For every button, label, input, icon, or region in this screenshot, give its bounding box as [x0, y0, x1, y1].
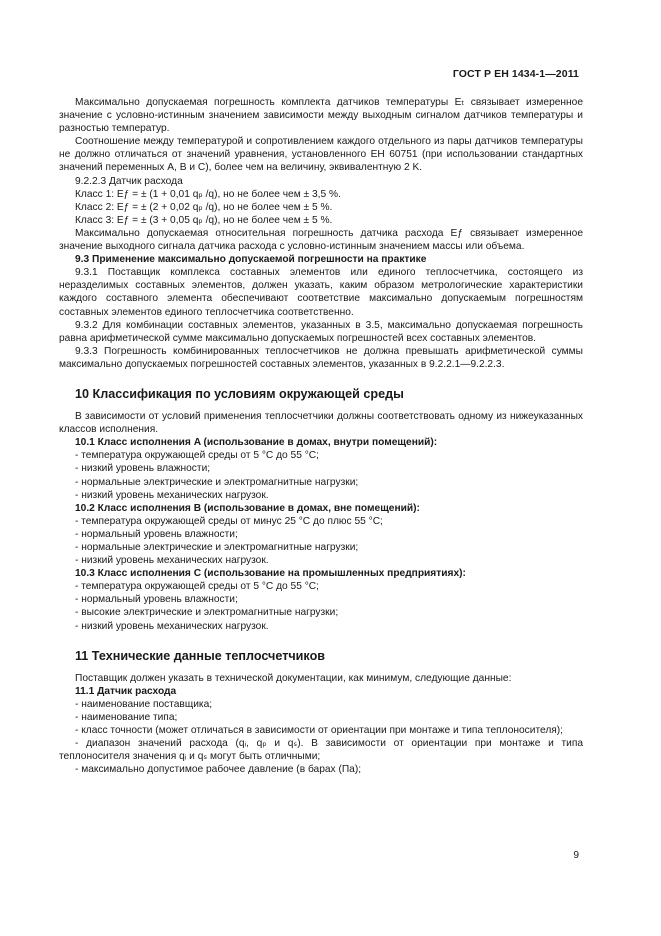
standard-number: ГОСТ Р ЕН 1434-1—2011 — [452, 68, 579, 80]
list-item: - низкий уровень механических нагрузок. — [75, 555, 269, 567]
accuracy-class-2: Класс 2: Eƒ = ± (2 + 0,02 qₚ /q), но не более чем ± 5 %. — [75, 201, 333, 213]
subsection-heading: 9.2.2.3 Датчик расхода — [75, 175, 183, 187]
paragraph: 9.3.2 Для комбинации составных элементов, указанных в 3.5, максимально допускаемая погрешность равна арифметической сумме максимально допускаемых погрешностей всех составных элементов. — [59, 319, 583, 344]
accuracy-class-1: Класс 1: Eƒ = ± (1 + 0,01 qₚ /q), но не более чем ± 3,5 %. — [75, 188, 341, 200]
section-heading: 10 Классификация по условиям окружающей среды — [75, 386, 404, 401]
list-item: - максимально допустимое рабочее давление (в барах (Па); — [75, 764, 362, 776]
paragraph: 9.3.1 Поставщик комплекса составных элементов или единого теплосчетчика, состоящего из неразделимых составных элементов, должен указать, каким образом метрологические характеристики каждого составного элемента обеспечивают соответствие максимально допускаемым погрешностям составных элементов единого теплосчетчика соответственно. — [59, 267, 583, 318]
paragraph: Соотношение между температурой и сопротивлением каждого отдельного из пары датчиков температуры не должно отличаться от значений уравнения, установленного ЕН 60751 (при использовании стандартных значений переменных A, B и C), более чем на величину, эквивалентную 2 K. — [59, 136, 583, 174]
paragraph: Поставщик должен указать в технической документации, как минимум, следующие данные: — [75, 672, 512, 684]
list-item: - низкий уровень влажности; — [75, 463, 211, 475]
paragraph: Максимально допускаемая погрешность комплекта датчиков температуры Eₜ связывает измеренное значение с условно-истинным значением зависимости между выходным сигналом датчиков температуры и разностью температур. — [59, 97, 583, 135]
list-item: - температура окружающей среды от 5 °C до 55 °C; — [75, 581, 319, 593]
section-heading: 11 Технические данные теплосчетчиков — [75, 648, 325, 663]
document-body — [59, 96, 583, 777]
list-item: - температура окружающей среды от 5 °C до 55 °C; — [75, 450, 319, 462]
subsection-heading: 9.3 Применение максимально допускаемой погрешности на практике — [75, 254, 427, 266]
list-item: - нормальный уровень влажности; — [75, 594, 238, 606]
subsection-heading: 11.1 Датчик расхода — [75, 685, 177, 697]
class-b-heading: 10.2 Класс исполнения B (использование в домах, вне помещений): — [75, 502, 420, 514]
class-a-heading: 10.1 Класс исполнения A (использование в домах, внутри помещений): — [75, 437, 438, 449]
paragraph: В зависимости от условий применения теплосчетчики должны соответствовать одному из нижеуказанных классов исполнения. — [59, 411, 583, 436]
list-item: - наименование поставщика; — [75, 698, 213, 710]
list-item: - нормальные электрические и электромагнитные нагрузки; — [75, 542, 359, 553]
list-item: - диапазон значений расхода (qᵢ, qₚ и qₛ). В зависимости от ориентации при монтаже и типа теплоносителя значения qᵢ и qₛ могут быть отличными; — [59, 738, 583, 763]
list-item: - класс точности (может отличаться в зависимости от ориентации при монтаже и типа теплоносителя); — [75, 725, 564, 737]
list-item: - температура окружающей среды от минус 25 °C до плюс 55 °C; — [75, 515, 383, 527]
list-item: - наименование типа; — [75, 712, 178, 724]
page-number: 9 — [573, 850, 579, 861]
accuracy-class-3: Класс 3: Eƒ = ± (3 + 0,05 qₚ /q), но не более чем ± 5 %. — [75, 214, 333, 226]
list-item: - низкий уровень механических нагрузок. — [75, 620, 269, 632]
list-item: - высокие электрические и электромагнитные нагрузки; — [75, 607, 339, 619]
paragraph: Максимально допускаемая относительная погрешность датчика расхода Eƒ связывает измеренное значение выходного сигнала датчика расхода с условно-истинным значением массы или объема. — [59, 227, 583, 253]
list-item: - нормальные электрические и электромагнитные нагрузки; — [75, 476, 359, 488]
list-item: - низкий уровень механических нагрузок. — [75, 489, 269, 501]
class-c-heading: 10.3 Класс исполнения C (использование на промышленных предприятиях): — [75, 568, 466, 580]
list-item: - нормальный уровень влажности; — [75, 528, 238, 540]
paragraph: 9.3.3 Погрешность комбинированных теплосчетчиков не должна превышать арифметической суммы максимально допускаемых погрешностей составных элементов, указанных в 9.2.2.1—9.2.2.3. — [59, 345, 583, 370]
